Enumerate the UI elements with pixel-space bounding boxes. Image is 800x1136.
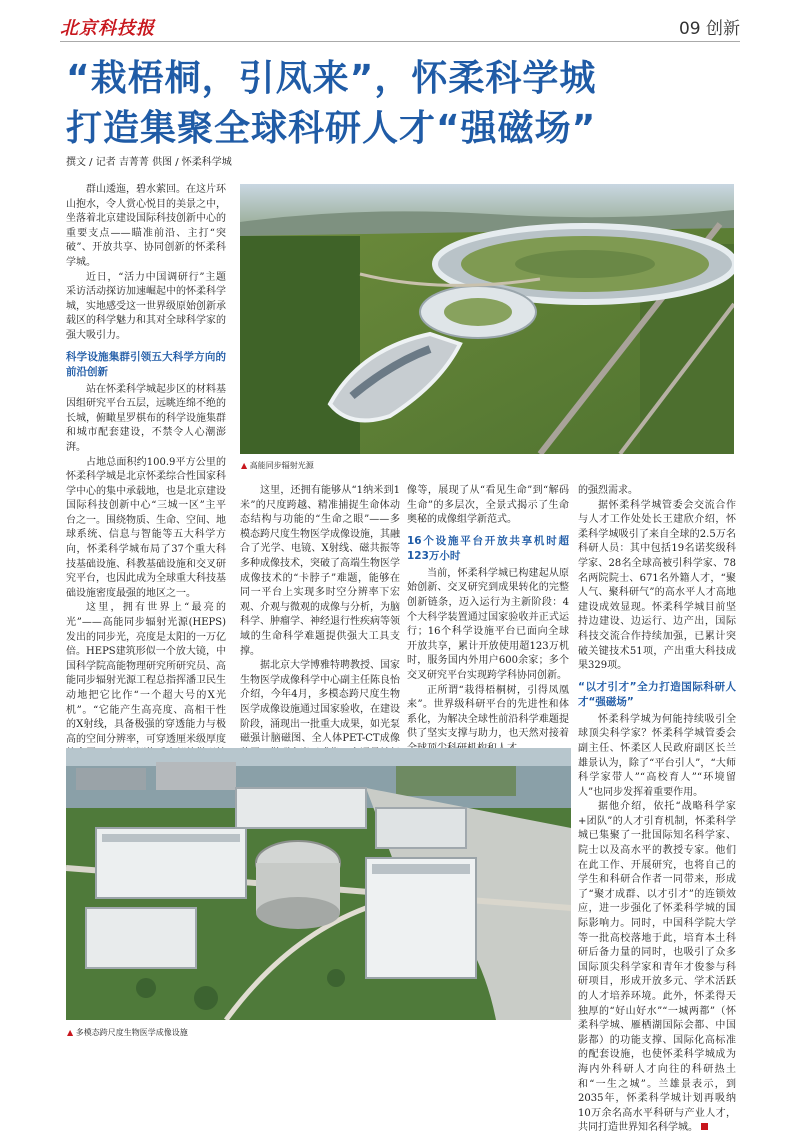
paragraph: 群山逶迤，碧水萦回。在这片环山抱水，令人赏心悦目的美景之中，坐落着北京建设国际科技创新中心的重要支点——瞄准前沿、主打“突破”、开放共享、协同创新的怀柔科学城。 (66, 184, 226, 268)
paragraph: 怀柔科学城为何能持续吸引全球顶尖科学家？怀柔科学城管委会副主任、怀柔区人民政府副区长兰雄景认为，除了“平台引人”，“大师科学家带人”“高校育人”“环境留人”也同步发挥着重要作用。 (578, 713, 736, 798)
paragraph: 这里，拥有世界上“最亮的光”——高能同步辐射光源(HEPS)发出的同步光，亮度是太阳的一万亿倍。HEPS建筑形似一个放大镜，中国科学院高能物理研究所研究员、高能同步辐射光源工程总指挥潘卫民生动地把它比作“一个超大号的X光机”。“它能产生高亮度、高相干性的X射线，具备极强的穿透能力与极高的空间分辨率，可穿透厘米级厚度 (66, 602, 226, 745)
paragraph: 站在怀柔科学城起步区的材料基因组研究平台五层，远眺连绵不绝的长城，俯瞰星罗棋布的科学设施集群和城市配套建设，不禁令人心潮澎湃。 (66, 383, 226, 453)
column-3 (407, 484, 569, 757)
paragraph-text: 据他介绍，依托“战略科学家+团队”的人才引育机制，怀柔科学城已集聚了一批国际知名科学家、院士以及高水平的教授专家。他们在此工作、开展研究，也将自己的学生和科研合作者一同带来，形成了“聚才成群、以才引才”的连锁效应，进一步强化了怀柔科学城的国际影响力。同时，中国科学院大学等一批高校落地于此，培育本土科研后备力量的同时，也吸引了众多国际顶尖科学家和青年才俊参与科研项目，形成开放多元、学术活跃的人才培养环境。此外，怀柔得天独厚的“好山好水”“一城两都”（怀柔科学城、雁栖湖国际会都、中国影都）的功能支撑、国际化高标准的配套设施，也使怀柔科学城成为海内外科研人才向往的科研热土和“一生之城”。兰雄景表示，到2035年，怀柔科学城计划再吸纳10万余名高水平科研与产业人才，共同打造世界知名科学城。 (578, 801, 736, 1134)
caption-marker-icon: ▲ (241, 461, 248, 470)
caption-marker-icon: ▲ (67, 1028, 74, 1037)
column-1 (66, 183, 226, 835)
masthead (60, 14, 740, 38)
paragraph: 据怀柔科学城管委会交流合作与人才工作处处长王建欣介绍，怀柔科学城吸引了来自全球的2.5万名科研人员：其中包括19名诺奖级科学家、28名全球高被引科学家、78名两院院士、671名外籍人才，“聚人气、聚科研气”的高水平人才高地建设成效显现。怀柔科学城目前坚持边建设、边运行、边产出，国际科技交流合作持续加强，已累计突破关键技术51项，产出重大科技成果329项。 (578, 499, 736, 672)
paragraph: 的强烈需求。 (578, 485, 638, 496)
page-number: 09 创新 (678, 19, 740, 39)
synchrotron-aerial-image (240, 184, 734, 454)
headline (66, 54, 746, 154)
paragraph: 正所谓“栽得梧桐树，引得凤凰来”。世界级科研平台的先进性和体系化，为解决全球性前沿科学难题提供了坚实支撑与助力，也天然对接着 (407, 684, 569, 740)
caption-text: 多模态跨尺度生物医学成像设施 (75, 1028, 188, 1037)
caption-imaging-facility (67, 1027, 188, 1038)
newspaper-logo: 北京科技报 (60, 18, 155, 39)
paragraph: 像等，展现了从“看见生命”到“解码生命”的多层次，全景式揭示了生命奥秘的成像组学新范式。 (407, 485, 569, 526)
section-heading: 16个设施平台开放共享机时超123万小时 (407, 534, 569, 562)
caption-synchrotron (241, 460, 314, 471)
headline-line-1: “栽梧桐，引凤来”，怀柔科学城 (66, 58, 597, 99)
byline: 撰文 / 记者 吉菁菁 供图 / 怀柔科学城 (66, 157, 232, 168)
paragraph: 近日，“活力中国调研行”主题采访活动探访加速崛起中的怀柔科学城，实地感受这一世界级原始创新承载区的科学魅力和其对全球科学家的强大吸引力。 (66, 271, 226, 341)
end-mark-icon (701, 1123, 708, 1130)
paragraph: 当前，怀柔科学城已构建起从原始创新、交叉研究到成果转化的完整创新链条，迈入运行为主新阶段：4个大科学装置通过国家验收并正式运行；16个科学设施平台已面向全球开放共享，累计开放使用超123万机时，服务国内外用户600余家；多个交叉研究平台实现跨学科协同创新。 (407, 567, 569, 681)
paragraph (578, 800, 736, 1136)
headline-line-2: 打造集聚全球科研人才“强磁场” (66, 108, 597, 149)
column-2 (240, 484, 400, 776)
paragraph: 占地总面积约100.9平方公里的怀柔科学城是北京怀柔综合性国家科学中心的集中承载地，也是北京建设国际科技创新中心“三城一区”主平台之一。围绕物质、生命、空间、地球系统、信息与智能等五大科学方向，怀柔科学城布局了37个重大科技基础设施、科教基础设施和交叉研究平台，也因此成为全球重大科技基础设施密度最强的地区之一。 (66, 456, 226, 599)
imaging-facility-aerial-image (66, 748, 571, 1020)
photo-imaging-facility (66, 748, 571, 1020)
paragraph: 据北京大学博雅特聘教授、国家生物医学成像科学中心副主任陈良怡介绍，今年4月，多模态跨尺度生物医学成像设施通过国家验收，在建设阶段，涌现出一批重大成果，如光泵磁强计脑磁图、全人体PET-CT成像 (240, 660, 400, 745)
section-heading: “以才引才”全力打造国际科研人才“强磁场” (578, 680, 736, 708)
section-heading: 科学设施集群引领五大科学方向的前沿创新 (66, 350, 226, 378)
photo-synchrotron (240, 184, 734, 454)
header-divider (60, 41, 740, 42)
paragraph: 这里，还拥有能够从“1纳米到1米”的尺度跨越、精准捕捉生命体动态结构与功能的“生命之眼”——多模态跨尺度生物医学成像设施，其融合了光学、电镜、X射线、磁共振等多种成像技术，突破了高端生物医学成像技术的“卡脖子”难题，能够在同一平台上实现多时空分辨率下宏观、介观与微观的成像与分析，为脑科学、肿瘤学、神经退行性疾病等领域的生命科学难题提供强大工具支撑。 (240, 485, 400, 657)
caption-text: 高能同步辐射光源 (249, 461, 314, 470)
column-4 (578, 484, 736, 1136)
